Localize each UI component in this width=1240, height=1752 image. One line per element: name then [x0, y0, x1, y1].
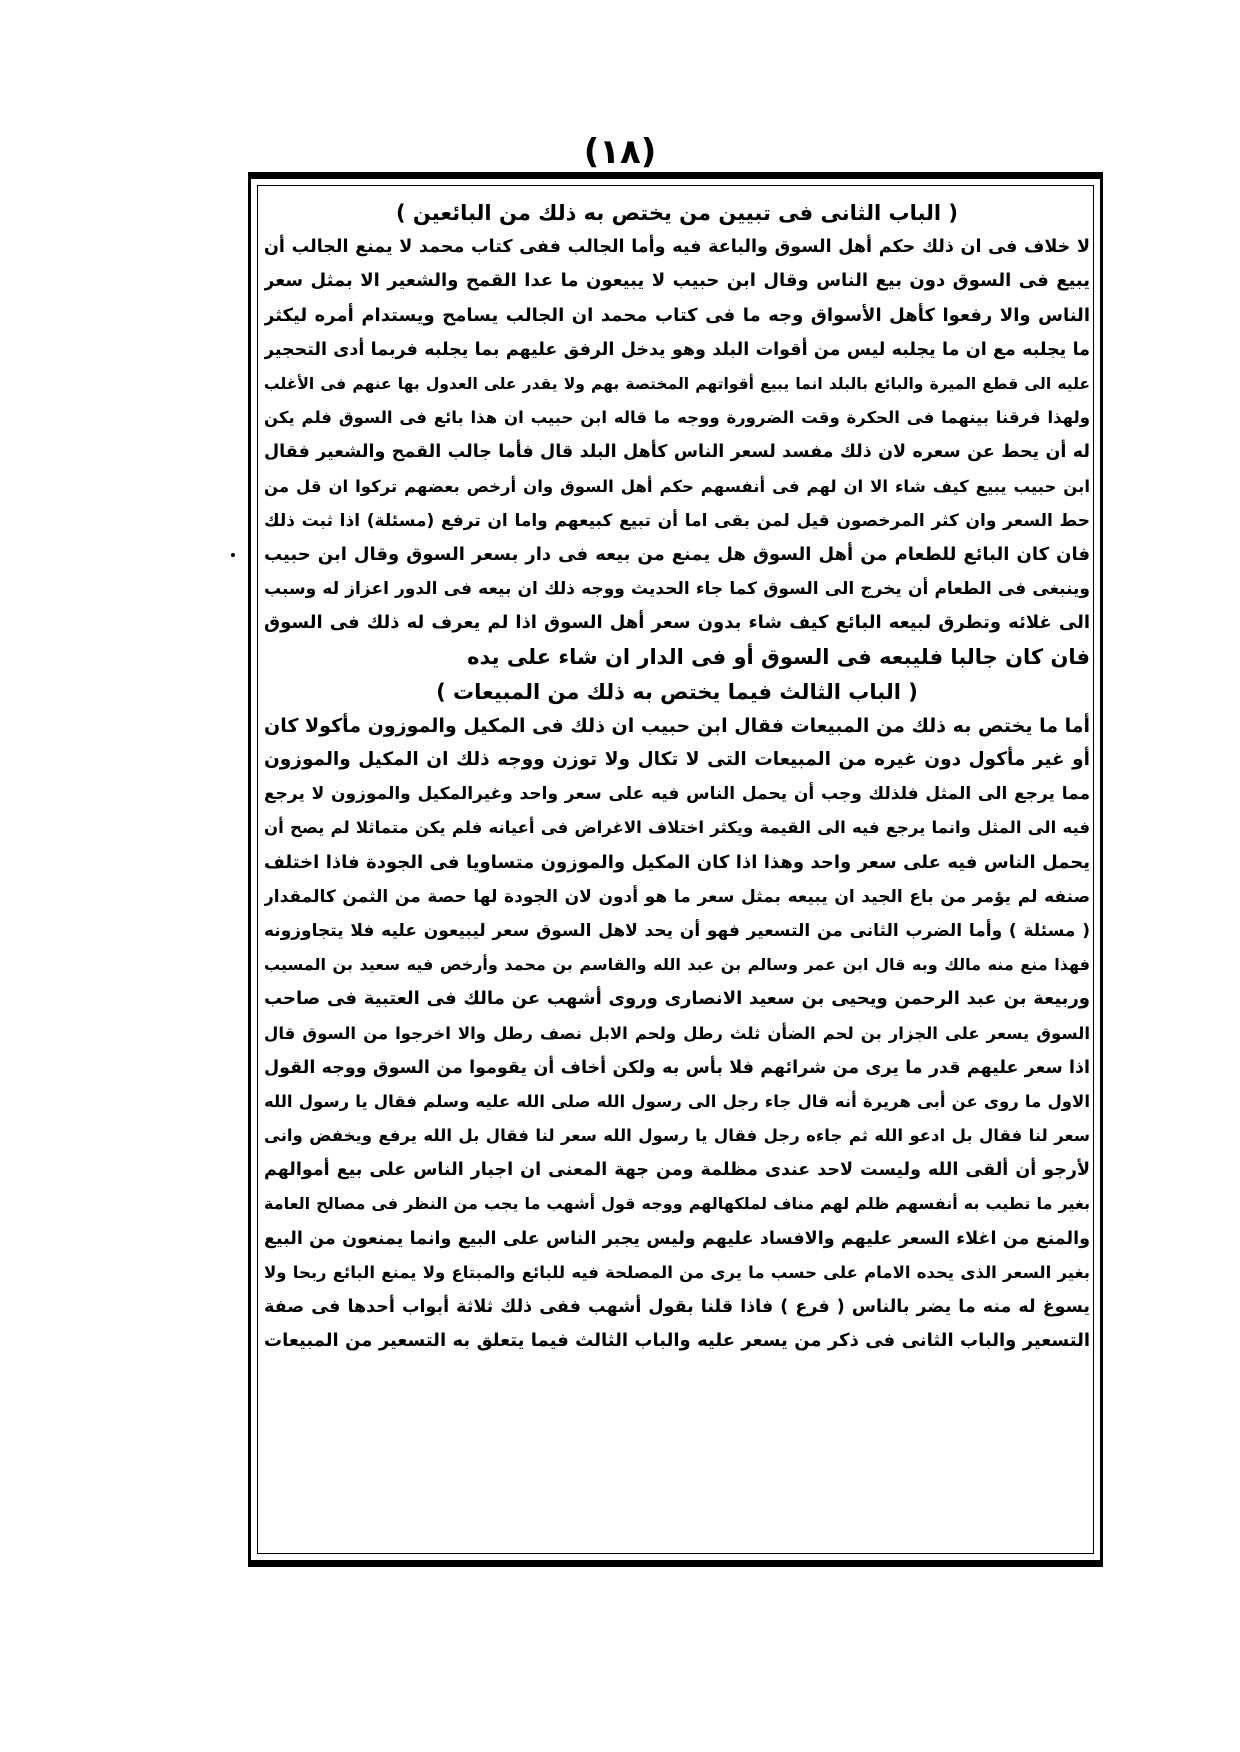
text-line: فيه الى المثل وانما يرجع فيه الى القيمة ويكثر اختلاف الاغراض فى أعيانه فلم يكن متماثلا لم يصح أن	[264, 818, 1090, 838]
text-line: السوق يسعر على الجزار بن لحم الضأن ثلث رطل ولحم الابل نصف رطل والا اخرجوا من السوق قال	[264, 1023, 1090, 1043]
margin-mark	[231, 553, 235, 557]
text-line: بغير ما تطيب به أنفسهم ظلم لهم مناف لملكهالهم ووجه قول أشهب ما يجب من النظر فى مصالح العامة	[264, 1194, 1090, 1214]
text-line: والمنع من اغلاء السعر عليهم والافساد عليهم وليس يجبر الناس على البيع وانما يمنعون من البيع	[264, 1228, 1090, 1249]
text-line: يحمل الناس فيه على سعر واحد وهذا اذا كان المكيل والموزون متساويا فى الجودة فاذا اختلف	[264, 851, 1090, 873]
text-line: لأرجو أن ألقى الله وليست لاحد عندى مظلمة ومن جهة المعنى ان اجبار الناس على بيع أموالهم	[264, 1160, 1090, 1181]
text-line: وربيعة بن عبد الرحمن ويحيى بن سعيد الانصارى وروى أشهب عن مالك فى العتبية فى صاحب	[264, 988, 1090, 1010]
text-line: صنفه لم يؤمر من باع الجيد ان يبيعه بمثل سعر ما هو أدون لان الجودة لها حصة من الثمن كالمقدار	[264, 886, 1090, 907]
text-line: الى غلائه وتطرق لبيعه البائع كيف شاء بدون سعر أهل السوق اذا لم يعرف له ذلك فى السوق	[264, 612, 1090, 634]
text-line: ما يجلبه مع ان ما يجلبه ليس من أقوات البلد وهو يدخل الرفق عليهم بما يجلبه فربما أدى التحجير	[264, 339, 1090, 360]
text-line: سعر لنا فقال بل ادعو الله ثم جاءه رجل فقال يا رسول الله سعر لنا فقال بل الله يرفع ويخفض وانى	[264, 1126, 1090, 1146]
chapter-heading-2: ( الباب الثانى فى تبيين من يختص به ذلك من البائعين )	[395, 201, 959, 225]
text-line: يسوغ له منه ما يضر بالناس ( فرع ) فاذا قلنا بقول أشهب ففى ذلك ثلاثة أبواب أحدها فى صفة	[264, 1297, 1090, 1317]
chapter-heading-3: ( الباب الثالث فيما يختص به ذلك من المبيعات )	[436, 679, 918, 704]
text-line: وينبغى فى الطعام أن يخرج الى السوق كما جاء الحديث ووجه ذلك ان بيعه فى الدور اعزاز له وسبب	[264, 579, 1090, 600]
text-line: الناس والا رفعوا كأهل الأسواق وجه ما فى كتاب محمد ان الجالب يسامح ويستدام أمره ليكثر	[264, 304, 1090, 326]
text-line: مما يرجع الى المثل فلذلك وجب أن يحمل الناس فيه على سعر واحد وغيرالمكيل والموزون لا يرجع	[264, 784, 1090, 805]
text-line: ابن حبيب يبيع كيف شاء الا ان لهم فى أنفسهم حكم أهل السوق وان أرخص بعضهم تركوا ان قل من	[264, 476, 1090, 496]
document-body	[264, 196, 1090, 1358]
text-line: فهذا منع منه مالك وبه قال ابن عمر وسالم بن عبد الله والقاسم بن محمد وأرخص فيه سعيد بن المسيب	[264, 955, 1090, 975]
text-line: ولهذا فرقنا بينهما فى الحكرة وقت الضرورة ووجه ما قاله ابن حبيب ان هذا بائع فى السوق فلم يكن	[264, 408, 1090, 428]
text-line: يبيع فى السوق دون بيع الناس وقال ابن حبيب لا يبيعون ما عدا القمح والشعير الا بمثل سعر	[264, 270, 1090, 292]
text-line: له أن يحط عن سعره لان ذلك مفسد لسعر الناس كأهل البلد قال فأما جالب القمح والشعير فقال	[264, 442, 1090, 463]
text-line: أو غير مأكول دون غيره من المبيعات التى لا تكال ولا توزن ووجه ذلك ان المكيل والموزون	[264, 749, 1090, 770]
text-line: حط السعر وان كثر المرخصون قيل لمن بقى اما أن تبيع كبيعهم واما ان ترفع (مسئلة) اذا ثبت ذلك	[264, 510, 1090, 531]
text-line-paragraph-end: فان كان جالبا فليبعه فى السوق أو فى الدار ان شاء على يده	[467, 645, 1090, 670]
text-line: عليه الى قطع الميرة والبائع بالبلد انما يبيع أقواتهم المختصة بهم ولا يقدر على العدول بها عنهم فى الأغلب	[264, 374, 1090, 393]
text-line: ( مسئلة ) وأما الضرب الثانى من التسعير فهو أن يحد لاهل السوق سعر ليبيعون عليه فلا يتجاوزونه	[264, 920, 1090, 941]
text-line: اذا سعر عليهم قدر ما يرى من شرائهم فلا بأس به ولكن أخاف أن يقوموا من السوق ووجه القول	[264, 1057, 1090, 1078]
text-line: التسعير والباب الثانى فى ذكر من يسعر عليه والباب الثالث فيما يتعلق به التسعير من المبيعات	[264, 1330, 1090, 1352]
text-line: الاول ما روى عن أبى هريرة أنه قال جاء رجل الى رسول الله صلى الله عليه وسلم فقال يا رسول الله	[264, 1091, 1090, 1111]
text-line: أما ما يختص به ذلك من المبيعات فقال ابن حبيب ان ذلك فى المكيل والموزون مأكولا كان	[264, 714, 1090, 737]
text-line: فان كان البائع للطعام من أهل السوق هل يمنع من بيعه فى دار بسعر السوق وقال ابن حبيب	[264, 543, 1090, 565]
page-number: (١٨)	[583, 132, 657, 172]
text-line: لا خلاف فى ان ذلك حكم أهل السوق والباعة فيه وأما الجالب ففى كتاب محمد لا يمنع الجالب أن	[264, 237, 1090, 258]
text-line: بغير السعر الذى يحده الامام على حسب ما يرى من المصلحة فيه للبائع والمبتاع ولا يمنع البائع ربحا ولا	[264, 1262, 1090, 1282]
